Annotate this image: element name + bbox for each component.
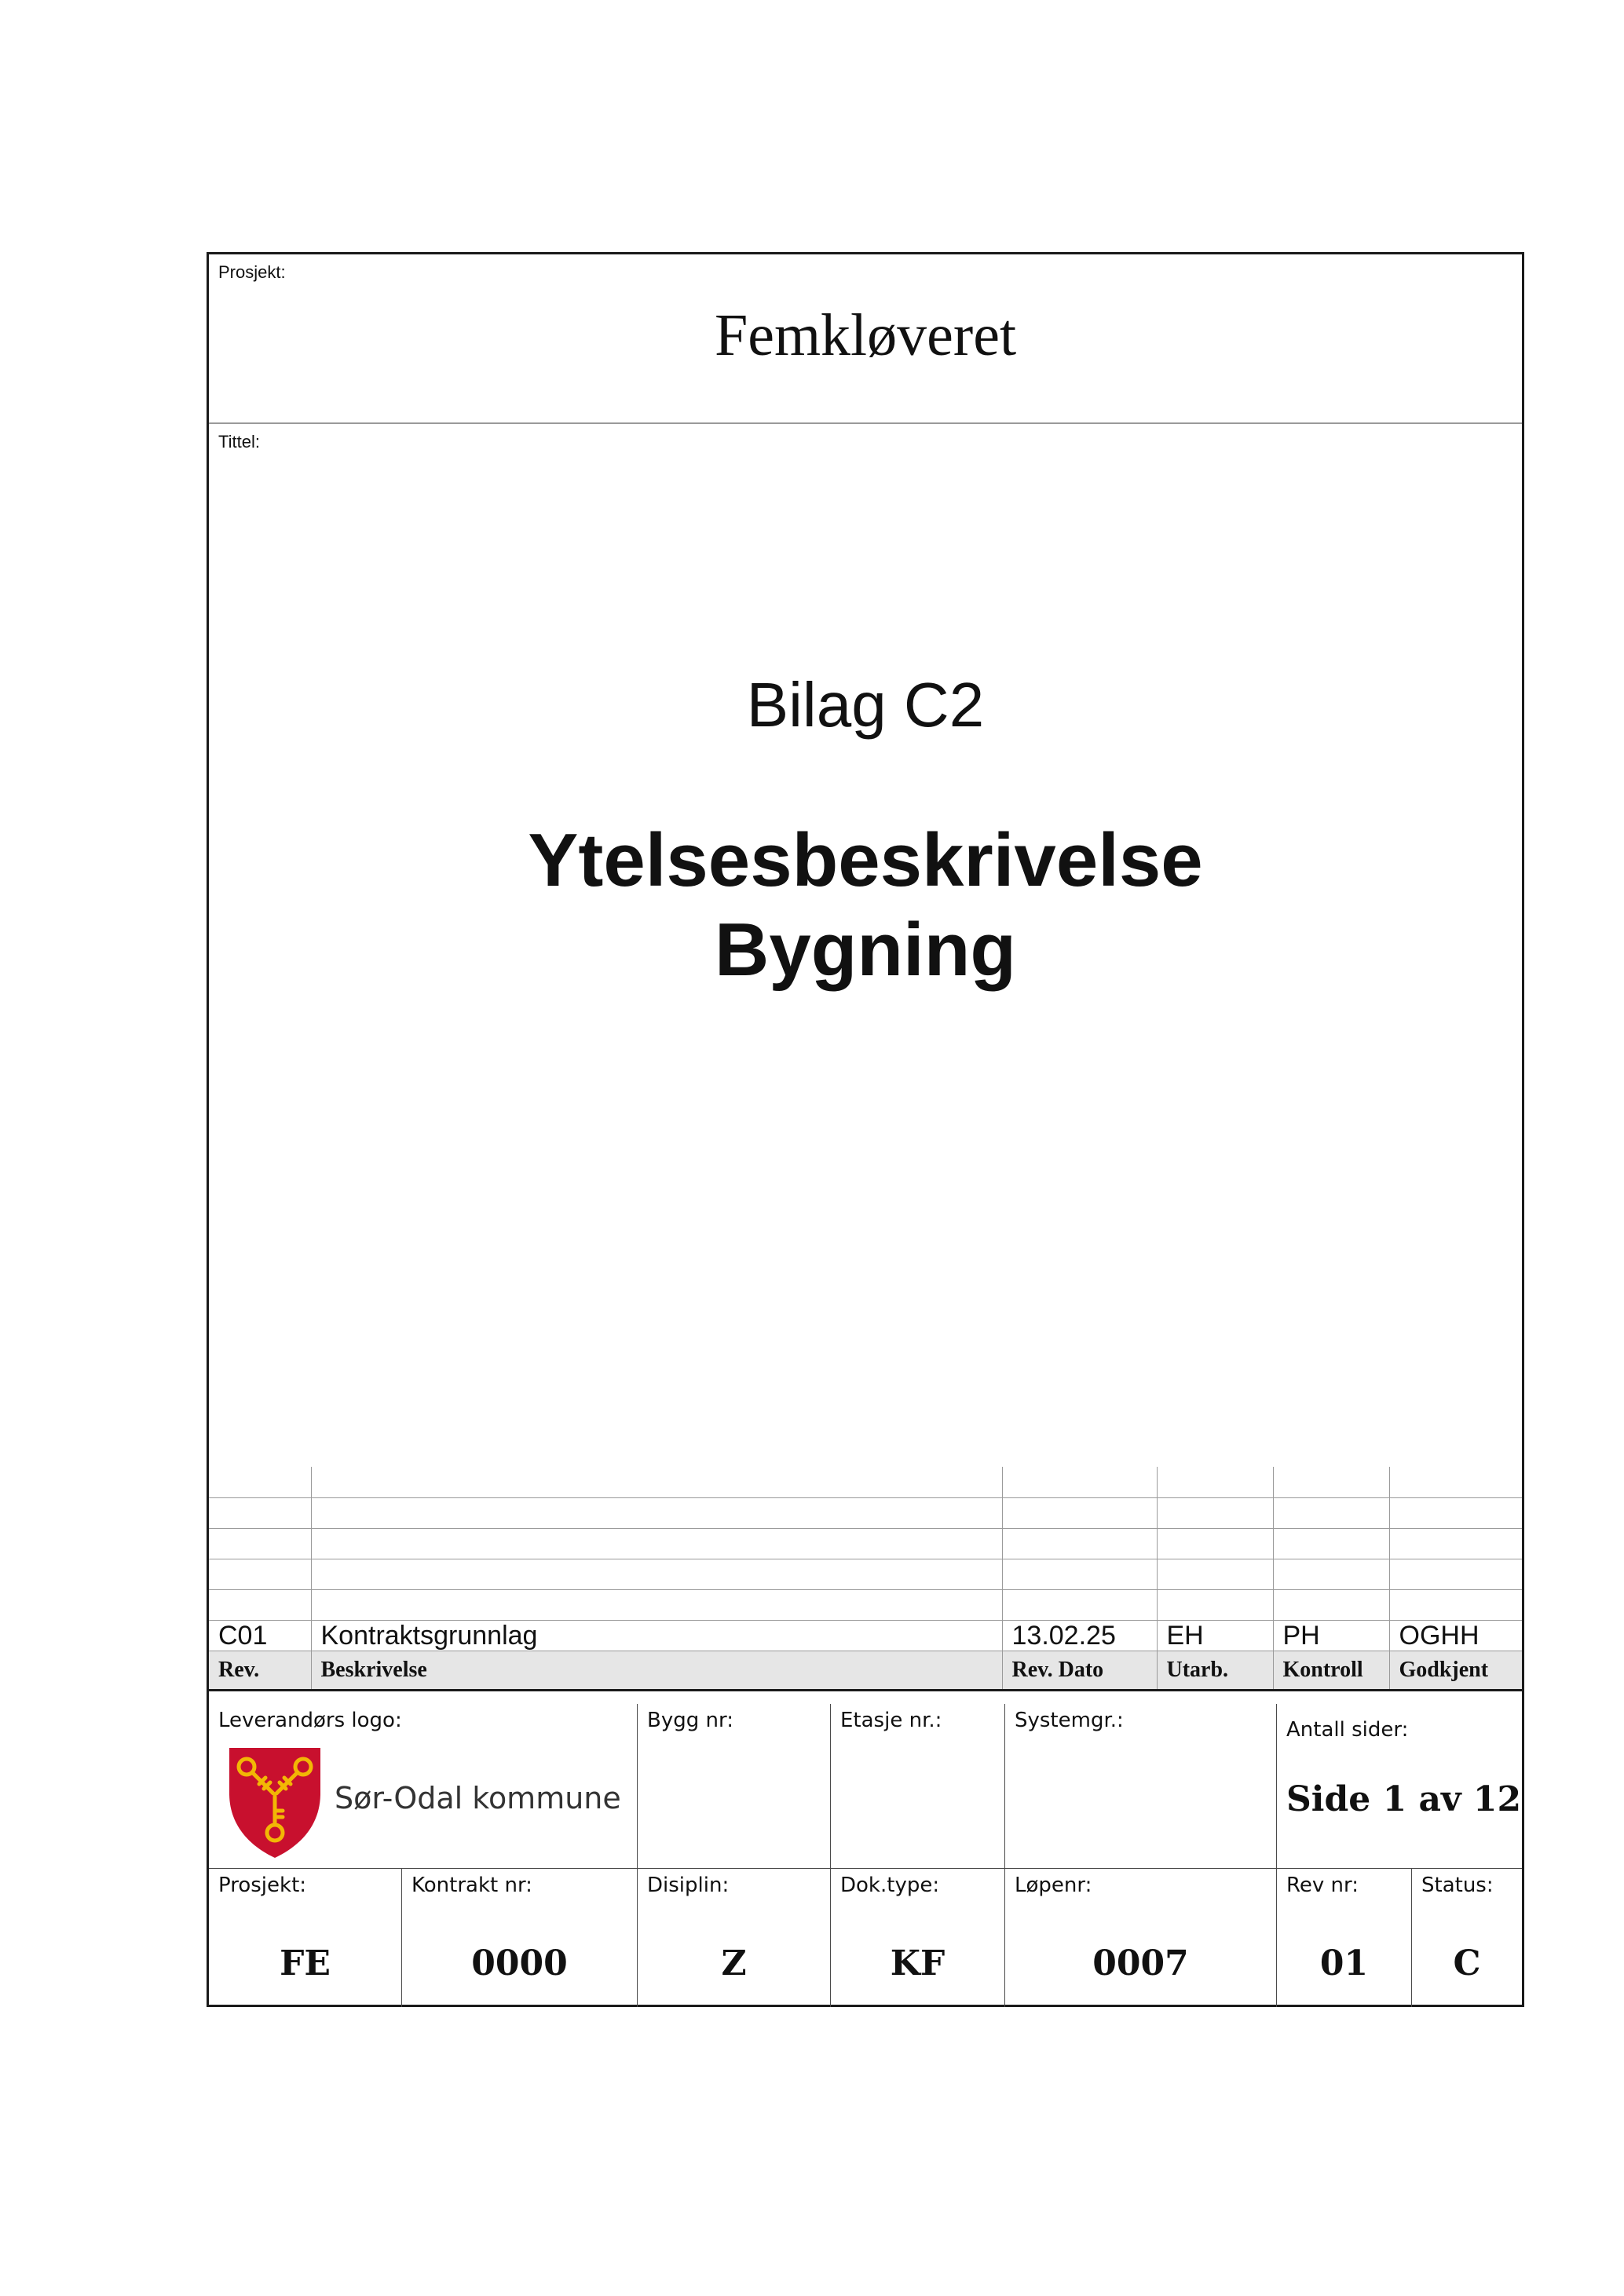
status-value: C (1453, 1943, 1481, 1983)
description-cell (311, 1528, 1002, 1559)
header-checked: Kontroll (1273, 1651, 1389, 1690)
prepared-cell (1157, 1497, 1273, 1528)
revision-row (209, 1497, 1522, 1528)
discipline-label: Disiplin: (647, 1874, 730, 1897)
revision-row (209, 1620, 1522, 1651)
system-group-cell (1005, 1704, 1277, 1869)
approved-cell: OGHH (1389, 1620, 1522, 1651)
header-approved: Godkjent (1389, 1651, 1522, 1690)
header-description: Beskrivelse (311, 1651, 1002, 1690)
revision-row (209, 1589, 1522, 1620)
description-cell (311, 1559, 1002, 1589)
document-type-value: KF (890, 1943, 946, 1983)
checked-cell (1273, 1589, 1389, 1620)
description-cell (311, 1497, 1002, 1528)
project-name: Femkløveret (714, 302, 1017, 368)
floor-number-cell (831, 1704, 1005, 1869)
page-count-label: Antall sider: (1286, 1718, 1409, 1742)
checked-cell (1273, 1467, 1389, 1497)
title-label: Tittel: (218, 432, 260, 452)
project-label: Prosjekt: (218, 262, 286, 282)
serial-number-value: 0007 (1092, 1943, 1189, 1983)
municipality-name: Sør-Odal kommune (335, 1781, 621, 1815)
serial-number-label: Løpenr: (1015, 1874, 1092, 1897)
approved-cell (1389, 1528, 1522, 1559)
supplier-logo-cell (209, 1704, 638, 1869)
building-number-label: Bygg nr: (647, 1709, 733, 1732)
serial-number-cell (1005, 1869, 1277, 2007)
header-rev: Rev. (209, 1651, 311, 1690)
prepared-cell (1157, 1467, 1273, 1497)
header-prepared: Utarb. (1157, 1651, 1273, 1690)
contract-number-label: Kontrakt nr: (411, 1874, 532, 1897)
description-cell: Kontraktsgrunnlag (311, 1620, 1002, 1651)
date-cell: 13.02.25 (1002, 1620, 1157, 1651)
date-cell (1002, 1528, 1157, 1559)
page-count-value: Side 1 av 12 (1286, 1779, 1522, 1819)
rev-cell: C01 (209, 1620, 311, 1651)
description-cell (311, 1589, 1002, 1620)
revision-number-label: Rev nr: (1286, 1874, 1359, 1897)
date-cell (1002, 1497, 1157, 1528)
document-type-cell (831, 1869, 1005, 2007)
checked-cell (1273, 1528, 1389, 1559)
revision-row (209, 1559, 1522, 1589)
date-cell (1002, 1467, 1157, 1497)
project-code-value: FE (280, 1943, 331, 1983)
checked-cell (1273, 1497, 1389, 1528)
discipline-value: Z (721, 1943, 747, 1983)
supplier-logo-label: Leverandørs logo: (218, 1709, 402, 1732)
checked-cell: PH (1273, 1620, 1389, 1651)
floor-number-label: Etasje nr.: (840, 1709, 942, 1732)
prepared-cell (1157, 1528, 1273, 1559)
prepared-cell: EH (1157, 1620, 1273, 1651)
page-count-cell (1277, 1704, 1522, 1869)
rev-cell (209, 1528, 311, 1559)
rev-cell (209, 1559, 311, 1589)
building-number-cell (638, 1704, 831, 1869)
description-cell (311, 1467, 1002, 1497)
appendix-label: Bilag C2 (746, 670, 985, 740)
approved-cell (1389, 1467, 1522, 1497)
document-title-line-2: Bygning (715, 908, 1016, 992)
document-title-line-1: Ytelsesbeskrivelse (528, 818, 1203, 902)
system-group-label: Systemgr.: (1015, 1709, 1124, 1732)
rev-cell (209, 1589, 311, 1620)
document-type-label: Dok.type: (840, 1874, 940, 1897)
discipline-cell (638, 1869, 831, 2007)
project-code-cell (209, 1869, 402, 2007)
rev-cell (209, 1497, 311, 1528)
date-cell (1002, 1589, 1157, 1620)
project-code-label: Prosjekt: (218, 1874, 307, 1897)
revision-table (209, 1467, 1522, 1691)
status-cell (1412, 1869, 1522, 2007)
revision-row (209, 1467, 1522, 1497)
revision-header-row (209, 1651, 1522, 1690)
coat-of-arms-icon (226, 1745, 324, 1861)
document-title (209, 816, 1522, 995)
checked-cell (1273, 1559, 1389, 1589)
revision-number-value: 01 (1319, 1943, 1369, 1983)
approved-cell (1389, 1559, 1522, 1589)
revision-row (209, 1528, 1522, 1559)
section-divider (209, 422, 1522, 424)
prepared-cell (1157, 1559, 1273, 1589)
revision-number-cell (1277, 1869, 1412, 2007)
approved-cell (1389, 1497, 1522, 1528)
rev-cell (209, 1467, 311, 1497)
status-label: Status: (1421, 1874, 1494, 1897)
date-cell (1002, 1559, 1157, 1589)
approved-cell (1389, 1589, 1522, 1620)
contract-number-value: 0000 (471, 1943, 568, 1983)
header-rev-date: Rev. Dato (1002, 1651, 1157, 1690)
contract-number-cell (402, 1869, 638, 2007)
prepared-cell (1157, 1589, 1273, 1620)
title-block-frame (207, 252, 1524, 2007)
